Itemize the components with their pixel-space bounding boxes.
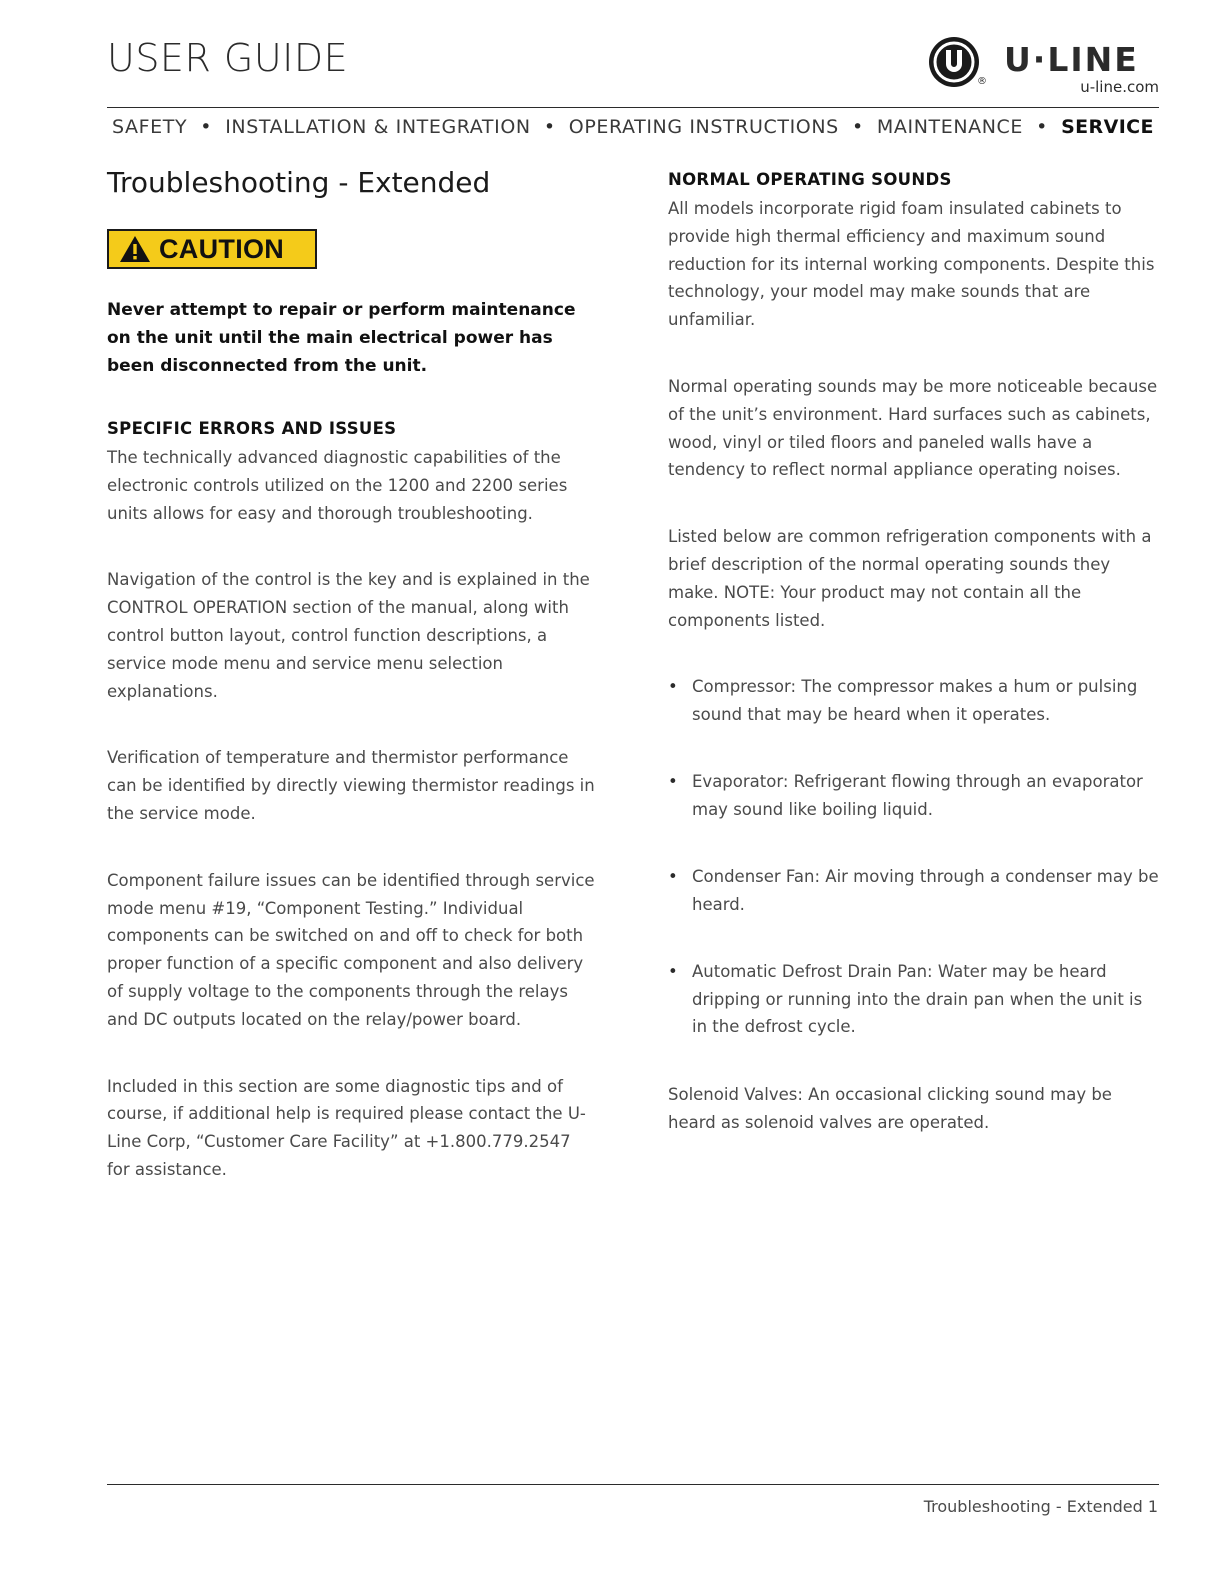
operating-sounds-heading: NORMAL OPERATING SOUNDS <box>668 170 952 189</box>
doc-title: USER GUIDE <box>107 36 349 80</box>
list-item: • Compressor: The compressor makes a hum or pulsing sound that may be heard when it operates. <box>668 673 1160 728</box>
warning-triangle-icon <box>119 235 151 263</box>
footer-divider <box>107 1484 1159 1485</box>
nav-separator: • <box>200 116 213 138</box>
uline-logo-icon <box>928 36 984 92</box>
caution-label <box>107 229 317 269</box>
warning-text: Never attempt to repair or perform maintenance on the unit until the main electrical power has been disconnected from the unit. <box>107 300 576 376</box>
nav-separator: • <box>543 116 556 138</box>
registered-mark: ® <box>977 76 987 87</box>
paragraph: The technically advanced diagnostic capabilities of the electronic controls utilized on the 1200 and 2200 series units allows for easy and thorough troubleshooting. <box>107 448 568 523</box>
nav-item-service[interactable]: SERVICE <box>1061 116 1154 138</box>
right-column <box>668 170 1160 1175</box>
nav-item-safety[interactable]: SAFETY <box>112 116 188 138</box>
paragraph: Verification of temperature and thermistor performance can be identified by directly viewing thermistor readings in the service mode. <box>107 748 595 823</box>
website-link[interactable]: u-line.com <box>1080 78 1159 96</box>
brand-name: U·LINE <box>1004 40 1139 79</box>
section-nav <box>112 116 1154 138</box>
section-title: Troubleshooting - Extended <box>107 166 491 199</box>
nav-item-installation[interactable]: INSTALLATION & INTEGRATION <box>225 116 531 138</box>
component-sounds-list <box>668 673 1160 1041</box>
nav-item-maintenance[interactable]: MAINTENANCE <box>876 116 1024 138</box>
list-item: • Condenser Fan: Air moving through a condenser may be heard. <box>668 863 1160 918</box>
paragraph: Component failure issues can be identified through service mode menu #19, “Component Testing.” Individual components can be switched on and off to check for both proper function of a specific component and also delivery of supply voltage to the components through the relays and DC outputs located on the relay/power board. <box>107 870 595 1029</box>
paragraph: Navigation of the control is the key and is explained in the CONTROL OPERATION section of the manual, along with control button layout, control function descriptions, a service mode menu and service menu selection explanations. <box>107 570 590 701</box>
caution-text: CAUTION <box>159 233 285 264</box>
nav-separator: • <box>851 116 864 138</box>
paragraph: Included in this section are some diagnostic tips and of course, if additional help is required please contact the U-Line Corp, “Customer Care Facility” at +1.800.779.2547 for assistance. <box>107 1076 586 1179</box>
header-divider <box>107 107 1159 108</box>
list-item: • Automatic Defrost Drain Pan: Water may be heard dripping or running into the drain pan when the unit is in the defrost cycle. <box>668 958 1160 1041</box>
left-column <box>107 166 597 1223</box>
specific-errors-heading: SPECIFIC ERRORS AND ISSUES <box>107 419 397 438</box>
paragraph: All models incorporate rigid foam insulated cabinets to provide high thermal efficiency and maximum sound reduction for its internal working components. Despite this technology, your model may make sounds that are unfamiliar. <box>668 199 1155 330</box>
paragraph: Solenoid Valves: An occasional clicking sound may be heard as solenoid valves are operated. <box>668 1084 1112 1132</box>
nav-item-operating[interactable]: OPERATING INSTRUCTIONS <box>568 116 839 138</box>
footer-page-label: Troubleshooting - Extended 1 <box>923 1497 1158 1516</box>
paragraph: Normal operating sounds may be more noticeable because of the unit’s environment. Hard surfaces such as cabinets, wood, vinyl or tiled floors and paneled walls have a tendency to reflect normal appliance operating noises. <box>668 376 1158 480</box>
paragraph: Listed below are common refrigeration components with a brief description of the normal operating sounds they make. NOTE: Your product may not contain all the components listed. <box>668 527 1152 630</box>
nav-separator: • <box>1036 116 1048 138</box>
list-item: • Evaporator: Refrigerant flowing through an evaporator may sound like boiling liquid. <box>668 768 1160 823</box>
